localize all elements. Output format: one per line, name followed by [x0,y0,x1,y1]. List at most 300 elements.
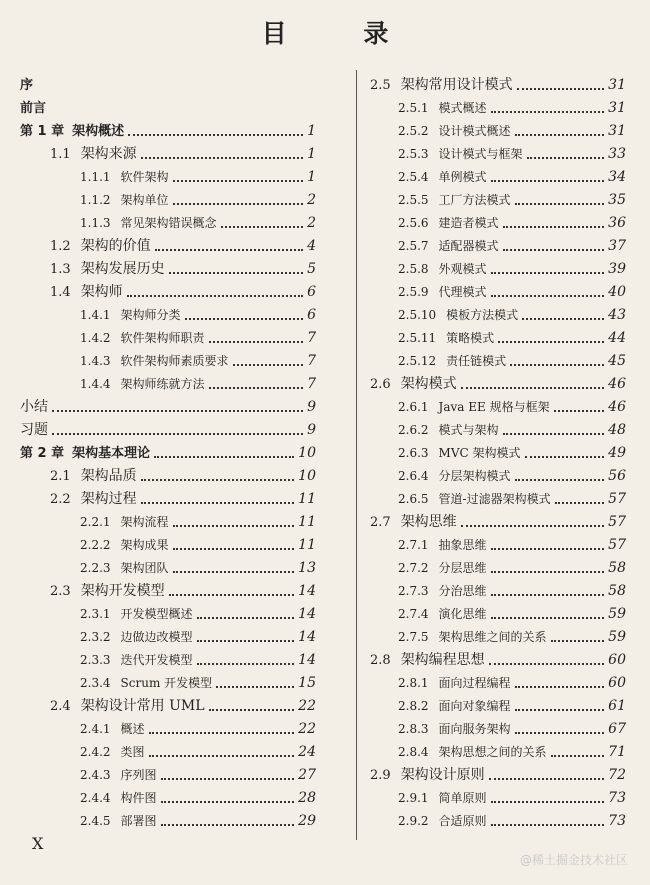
toc-entry[interactable] [20,373,316,396]
toc-entry-title: 小结 [20,399,48,415]
toc-entry[interactable] [20,488,316,511]
dot-leader [149,755,295,757]
toc-entry-number: 2.3.4 [80,676,111,690]
toc-entry-page: 29 [298,813,316,829]
dot-leader [173,548,295,550]
toc-entry[interactable] [370,189,626,212]
toc-entry-title: 建造者模式 [438,216,499,230]
toc-entry-number: 2.3.1 [80,607,111,621]
toc-left-column [20,74,316,833]
toc-entry-title: 架构编程思想 [400,652,485,668]
toc-entry-page: 14 [298,652,316,668]
toc-entry[interactable] [370,396,626,419]
dot-leader [169,272,303,274]
dot-leader [551,640,605,642]
dot-leader [141,502,294,504]
toc-entry-page: 5 [307,261,316,277]
toc-entry[interactable] [20,465,316,488]
toc-entry[interactable] [370,810,626,833]
dot-leader [233,364,304,366]
toc-entry-page: 71 [608,744,626,760]
dot-leader [185,318,304,320]
toc-entry-title: 架构师练就方法 [120,377,205,391]
toc-entry-number: 第 2 章 [20,446,65,461]
toc-entry-page: 57 [608,537,626,553]
toc-entry-number: 2.5.11 [398,331,437,345]
toc-entry-page: 11 [298,491,316,507]
toc-entry-title: 开发模型概述 [120,607,193,621]
dot-leader [141,479,294,481]
dot-leader [503,249,605,251]
dot-leader [491,111,605,113]
toc-entry-title: 面向服务架构 [438,722,511,736]
toc-entry-page: 22 [298,721,316,737]
toc-entry-number: 2.5.5 [398,193,429,207]
toc-entry-page: 36 [608,215,626,231]
toc-entry-page: 2 [307,215,316,231]
toc-entry-page: 6 [307,284,316,300]
column-divider [356,70,357,840]
toc-entry-page: 31 [608,123,626,139]
toc-entry-page: 4 [307,238,316,254]
toc-entry-number: 2.4 [50,699,71,714]
toc-entry-page: 58 [608,560,626,576]
dot-leader [491,801,605,803]
toc-entry[interactable] [20,396,316,419]
toc-entry-page: 73 [608,790,626,806]
toc-entry-title: 迭代开发模型 [120,653,193,667]
toc-entry-page: 44 [608,330,626,346]
toc-entry-page: 60 [608,652,626,668]
dot-leader [510,364,604,366]
toc-entry-number: 2.8.3 [398,722,429,736]
toc-entry-page: 45 [608,353,626,369]
toc-entry-title: 架构团队 [120,561,169,575]
toc-entry-page: 57 [608,514,626,530]
toc-entry-number: 2.5.7 [398,239,429,253]
dot-leader [209,709,295,711]
toc-entry-number: 1.1.3 [80,216,111,230]
dot-leader [128,134,303,136]
toc-entry[interactable] [370,741,626,764]
toc-entry-title: 架构的价值 [80,238,151,254]
dot-leader [489,663,604,665]
toc-entry-page: 31 [608,100,626,116]
dot-leader [173,203,304,205]
toc-entry-title: 简单原则 [438,791,487,805]
toc-entry[interactable] [370,419,626,442]
dot-leader [491,272,605,274]
toc-entry[interactable] [370,281,626,304]
toc-entry-title: MVC 架构模式 [438,446,521,460]
dot-leader [515,134,605,136]
dot-leader [209,387,304,389]
dot-leader [491,617,605,619]
toc-entry[interactable] [20,603,316,626]
toc-entry-title: 分层架构模式 [438,469,511,483]
toc-entry-number: 2.7.2 [398,561,429,575]
toc-entry-number: 2.5.1 [398,101,429,115]
toc-entry-title: 责任链模式 [446,354,507,368]
dot-leader [461,387,604,389]
toc-entry[interactable] [370,258,626,281]
toc-entry-number: 2.8.4 [398,745,429,759]
toc-entry-page: 60 [608,675,626,691]
dot-leader [515,479,605,481]
dot-leader [221,226,304,228]
toc-entry-page: 73 [608,813,626,829]
toc-entry[interactable] [370,764,626,787]
toc-entry-page: 43 [608,307,626,323]
toc-entry-page: 59 [608,606,626,622]
toc-right-column [370,74,626,833]
toc-entry-page: 11 [298,514,316,530]
toc-entry-title: 架构流程 [120,515,169,529]
dot-leader [155,249,303,251]
toc-entry[interactable] [370,235,626,258]
dot-leader [149,732,295,734]
toc-entry[interactable] [370,672,626,695]
toc-entry-page: 31 [608,77,626,93]
toc-entry-title: 代理模式 [438,285,487,299]
toc-entry-title: 架构思维之间的关系 [438,630,547,644]
toc-entry-title: 架构设计原则 [400,767,485,783]
toc-entry-number: 2.8.2 [398,699,429,713]
toc-entry-number: 2.5.10 [398,308,437,322]
dot-leader [209,341,304,343]
dot-leader [515,686,605,688]
toc-entry[interactable] [20,787,316,810]
toc-entry[interactable] [20,649,316,672]
toc-entry[interactable] [20,764,316,787]
toc-entry-number: 2.5.2 [398,124,429,138]
dot-leader [161,778,295,780]
toc-entry[interactable] [20,810,316,833]
dot-leader [197,640,295,642]
toc-entry-number: 2.1 [50,469,71,484]
toc-entry[interactable] [20,718,316,741]
dot-leader [515,203,605,205]
toc-entry-number: 2.5 [370,78,391,93]
dot-leader [551,755,605,757]
dot-leader [491,824,605,826]
toc-entry-title: 抽象思维 [438,538,487,552]
toc-entry[interactable] [20,350,316,373]
toc-entry[interactable] [370,74,626,97]
toc-entry-page: 2 [307,192,316,208]
toc-entry-number: 2.6.1 [398,400,429,414]
toc-entry-number: 1.3 [50,262,71,277]
toc-entry-title: 架构基本理论 [72,446,151,461]
toc-entry[interactable] [20,212,316,235]
watermark: @稀土掘金技术社区 [519,853,628,867]
toc-entry[interactable] [20,189,316,212]
toc-entry-number: 2.7 [370,515,391,530]
toc-entry-number: 2.6.5 [398,492,429,506]
dot-leader [555,502,605,504]
toc-entry-title: 架构常用设计模式 [400,77,513,93]
toc-entry[interactable] [370,373,626,396]
dot-leader [173,571,295,573]
toc-entry[interactable] [370,511,626,534]
dot-leader [141,157,303,159]
toc-entry-page: 56 [608,468,626,484]
dot-leader [161,824,295,826]
dot-leader [491,571,605,573]
toc-entry-page: 27 [298,767,316,783]
toc-entry[interactable] [370,787,626,810]
toc-entry-page: 22 [298,698,316,714]
toc-entry[interactable] [20,327,316,350]
toc-entry[interactable] [20,120,316,143]
toc-entry-number: 2.7.5 [398,630,429,644]
toc-entry-title: 架构思想之间的关系 [438,745,547,759]
toc-entry-number: 1.4.4 [80,377,111,391]
page-title: 目 录 [261,19,423,48]
toc-entry[interactable] [20,672,316,695]
toc-entry-page: 10 [298,445,316,461]
toc-entry-page: 14 [298,629,316,645]
toc-entry[interactable] [20,511,316,534]
toc-entry-page: 13 [298,560,316,576]
toc-entry-title: 序列图 [120,768,157,782]
toc-entry-number: 1.4.1 [80,308,111,322]
toc-entry-title: 工厂方法模式 [438,193,511,207]
dot-leader [491,180,605,182]
toc-entry-title: 架构发展历史 [80,261,165,277]
toc-entry-title: 分治思维 [438,584,487,598]
dot-leader [522,318,604,320]
toc-entry-number: 2.6.3 [398,446,429,460]
toc-entry-number: 2.3 [50,584,71,599]
toc-entry[interactable] [370,120,626,143]
toc-entry-title: 架构师 [80,284,123,300]
dot-leader [498,341,604,343]
toc-entry-page: 1 [307,123,316,139]
toc-entry-title: 分层思维 [438,561,487,575]
toc-entry-title: 架构师分类 [120,308,181,322]
toc-entry-number: 2.9 [370,768,391,783]
toc-entry-number: 2.8.1 [398,676,429,690]
toc-entry-title: 概述 [120,722,145,736]
toc-entry-number: 2.6.2 [398,423,429,437]
toc-entry[interactable] [20,534,316,557]
dot-leader [52,410,303,412]
dot-leader [489,778,604,780]
toc-entry-page: 61 [608,698,626,714]
toc-entry-number: 2.2.2 [80,538,111,552]
toc-entry[interactable] [370,557,626,580]
dot-leader [491,548,605,550]
toc-entry[interactable] [370,649,626,672]
dot-leader [169,594,294,596]
toc-entry[interactable] [20,741,316,764]
toc-entry-number: 1.1.1 [80,170,111,184]
toc-entry-number: 2.8 [370,653,391,668]
dot-leader [554,410,605,412]
toc-entry[interactable] [20,74,316,97]
toc-entry[interactable] [370,718,626,741]
toc-entry-number: 2.6.4 [398,469,429,483]
toc-entry-number: 2.5.6 [398,216,429,230]
dot-leader [527,157,605,159]
toc-entry-title: 软件架构 [120,170,169,184]
toc-entry[interactable] [370,327,626,350]
toc-entry[interactable] [20,580,316,603]
toc-entry-page: 9 [307,422,316,438]
toc-entry-page: 6 [307,307,316,323]
toc-entry-number: 1.4 [50,285,71,300]
toc-entry-page: 72 [608,767,626,783]
toc-entry-title: Scrum 开发模型 [120,676,213,690]
toc-entry-number: 2.5.4 [398,170,429,184]
toc-entry-number: 1.1 [50,147,71,162]
toc-entry-title: 常见架构错误概念 [120,216,217,230]
toc-entry-title: 构件图 [120,791,157,805]
dot-leader [154,456,294,458]
toc-entry-title: 设计模式与框架 [438,147,523,161]
toc-entry-title: 外观模式 [438,262,487,276]
toc-entry-title: 策略模式 [446,331,495,345]
toc-entry-title: 模式概述 [438,101,487,115]
toc-entry-title: 架构设计常用 UML [80,698,205,714]
toc-entry-title: 单例模式 [438,170,487,184]
toc-entry[interactable] [370,465,626,488]
toc-entry-number: 2.5.3 [398,147,429,161]
toc-entry-title: 适配器模式 [438,239,499,253]
dot-leader [197,617,295,619]
toc-entry-page: 40 [608,284,626,300]
toc-entry-title: 架构模式 [400,376,457,392]
dot-leader [216,686,294,688]
toc-entry-number: 2.4.1 [80,722,111,736]
toc-entry[interactable] [20,442,316,465]
toc-entry-number: 1.4.2 [80,331,111,345]
toc-entry[interactable] [20,97,316,120]
toc-entry-number: 1.1.2 [80,193,111,207]
toc-entry[interactable] [370,143,626,166]
toc-entry-page: 7 [307,353,316,369]
toc-entry-title: 架构成果 [120,538,169,552]
dot-leader [525,456,605,458]
toc-entry-number: 前言 [20,101,47,116]
toc-entry-page: 46 [608,399,626,415]
toc-entry[interactable] [370,166,626,189]
toc-entry-number: 2.2.3 [80,561,111,575]
toc-entry[interactable] [20,304,316,327]
toc-entry[interactable] [20,166,316,189]
toc-entry-number: 2.2.1 [80,515,111,529]
dot-leader [127,295,303,297]
toc-entry[interactable] [370,534,626,557]
toc-entry[interactable] [370,350,626,373]
toc-entry-page: 14 [298,583,316,599]
toc-entry-page: 67 [608,721,626,737]
toc-entry[interactable] [370,97,626,120]
toc-entry-title: 模式与架构 [438,423,499,437]
toc-entry-page: 7 [307,376,316,392]
toc-entry[interactable] [20,695,316,718]
toc-entry-page: 7 [307,330,316,346]
toc-entry-title: 类图 [120,745,145,759]
toc-entry[interactable] [20,235,316,258]
toc-entry-number: 2.4.2 [80,745,111,759]
toc-entry-title: 软件架构师职责 [120,331,205,345]
toc-entry[interactable] [20,258,316,281]
toc-entry[interactable] [20,281,316,304]
toc-entry[interactable] [370,695,626,718]
toc-entry[interactable] [20,143,316,166]
toc-entry-number: 2.4.5 [80,814,111,828]
toc-entry[interactable] [370,212,626,235]
toc-entry-page: 14 [298,606,316,622]
toc-entry-title: 管道-过滤器架构模式 [438,492,551,506]
toc-entry-number: 第 1 章 [20,124,65,139]
dot-leader [503,433,605,435]
toc-entry-title: 软件架构师素质要求 [120,354,229,368]
toc-entry-number: 2.7.1 [398,538,429,552]
toc-entry-number: 2.2 [50,492,71,507]
toc-entry-title: 设计模式概述 [438,124,511,138]
toc-entry-number: 2.3.3 [80,653,111,667]
toc-entry[interactable] [20,557,316,580]
toc-entry[interactable] [370,304,626,327]
toc-entry[interactable] [370,488,626,511]
toc-entry[interactable] [20,419,316,442]
dot-leader [491,594,605,596]
toc-entry-title: Java EE 规格与框架 [438,400,550,414]
toc-entry-number: 2.4.3 [80,768,111,782]
toc-entry-title: 合适原则 [438,814,487,828]
toc-entry-number: 序 [20,78,34,93]
toc-entry-number: 1.2 [50,239,71,254]
dot-leader [517,88,604,90]
toc-entry-page: 33 [608,146,626,162]
dot-leader [197,663,295,665]
toc-entry-title: 面向过程编程 [438,676,511,690]
toc-entry-title: 架构单位 [120,193,169,207]
toc-entry-page: 46 [608,376,626,392]
toc-entry-page: 9 [307,399,316,415]
toc-entry[interactable] [370,580,626,603]
toc-entry-page: 11 [298,537,316,553]
toc-entry-title: 架构来源 [80,146,137,162]
toc-entry-title: 架构开发模型 [80,583,165,599]
toc-entry-page: 37 [608,238,626,254]
toc-entry-page: 58 [608,583,626,599]
dot-leader [491,295,605,297]
toc-entry-number: 1.4.3 [80,354,111,368]
toc-entry-number: 2.5.9 [398,285,429,299]
toc-entry-number: 2.7.4 [398,607,429,621]
toc-entry[interactable] [370,442,626,465]
toc-entry-page: 1 [307,146,316,162]
toc-entry-title: 架构品质 [80,468,137,484]
toc-entry-page: 57 [608,491,626,507]
page-number: X [32,834,44,853]
toc-entry[interactable] [20,626,316,649]
dot-leader [173,525,295,527]
toc-entry-title: 模板方法模式 [446,308,519,322]
dot-leader [503,226,605,228]
toc-entry-number: 2.6 [370,377,391,392]
toc-entry-page: 28 [298,790,316,806]
toc-entry[interactable] [370,603,626,626]
toc-entry-title: 演化思维 [438,607,487,621]
toc-entry-number: 2.5.12 [398,354,437,368]
toc-entry-number: 2.3.2 [80,630,111,644]
toc-entry[interactable] [370,626,626,649]
